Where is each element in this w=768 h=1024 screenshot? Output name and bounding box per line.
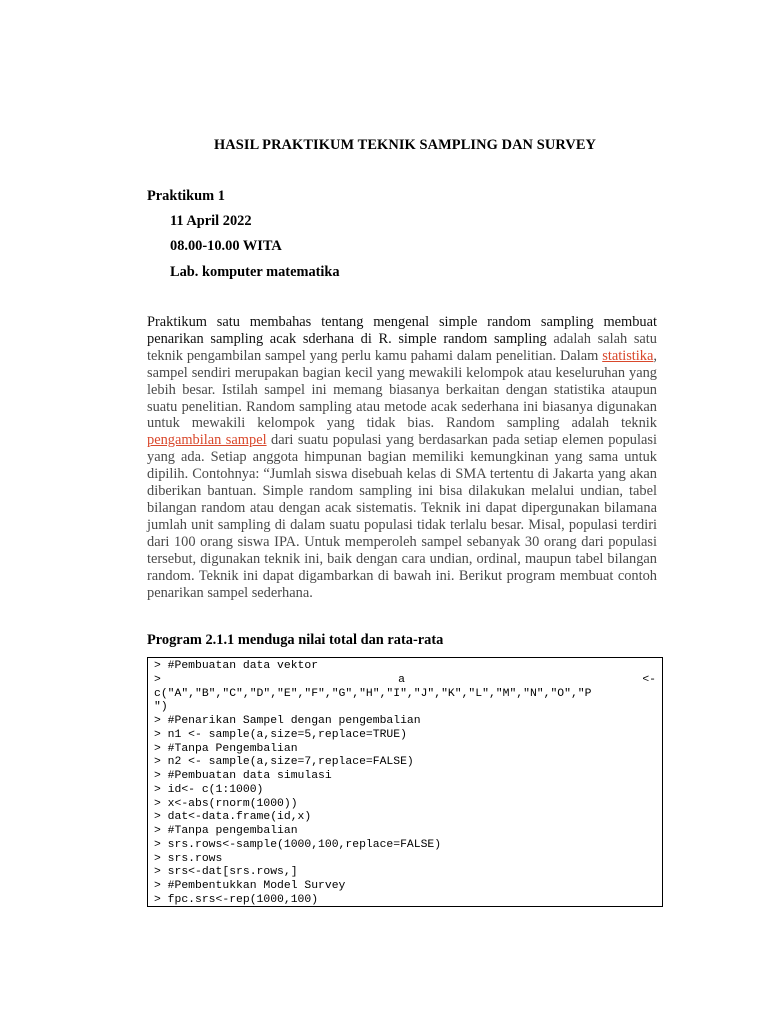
code-line: > #Pembentukkan Model Survey: [154, 880, 346, 892]
code-line: > #Penarikan Sampel dengan pengembalian: [154, 715, 421, 727]
paragraph-sample-description: , sampel sendiri merupakan bagian kecil yang mewakili kelompok atau keseluruhan yang lebih besar. Istilah sampel ini memang biasanya berkaitan dengan statistika ataupun suatu penelitian. Random sampling atau metode acak sederhana ini biasanya digunakan untuk mewakili kelompok yang tidak bias. Random sampling adalah teknik: [147, 347, 657, 432]
document-title: HASIL PRAKTIKUM TEKNIK SAMPLING DAN SURVEY: [213, 137, 597, 153]
code-variable: a: [398, 673, 405, 686]
code-line: > srs.rows: [154, 852, 223, 865]
code-line: > dat<-data.frame(id,x): [154, 811, 312, 824]
code-line: > n1 <- sample(a,size=5,replace=TRUE): [154, 728, 407, 741]
code-line: "): [154, 701, 168, 714]
code-line: > n2 <- sample(a,size=7,replace=FALSE): [154, 756, 414, 769]
code-line: > #Tanpa Pengembalian: [154, 742, 298, 755]
body-paragraph: [147, 314, 657, 601]
paragraph-intro: Praktikum satu membahas tentang mengenal simple random sampling membuat penarikan sampling acak sderhana di R. simple random sampling: [147, 314, 657, 347]
praktikum-label: Praktikum 1: [147, 188, 225, 204]
code-line: > srs<-dat[srs.rows,]: [154, 866, 298, 879]
code-line: > fpc.srs<-rep(1000,100): [154, 893, 319, 906]
praktikum-time: 08.00-10.00 WITA: [170, 238, 282, 254]
code-line: > #Pembuatan data simulasi: [154, 770, 332, 782]
code-line: > x<-abs(rnorm(1000)): [154, 797, 298, 810]
code-block: [147, 657, 663, 907]
code-line: > id<- c(1:1000): [154, 783, 264, 796]
praktikum-location: Lab. komputer matematika: [170, 264, 340, 280]
link-statistika[interactable]: statistika: [602, 347, 654, 364]
code-prompt: >: [154, 673, 161, 686]
program-heading: Program 2.1.1 menduga nilai total dan rata-rata: [147, 632, 444, 648]
paragraph-example: dari suatu populasi yang berdasarkan pada setiap elemen populasi yang ada. Setiap anggota himpunan bagian memiliki kemungkinan yang sama untuk dipilih. Contohnya: “Jumlah siswa disebuah kelas di SMA tertentu di Jakarta yang akan diberikan bantuan. Simple random sampling ini bisa dilakukan melalui undian, tabel bilangan random atau dengan acak sistematis. Teknik ini dapat dipergunakan bilamana jumlah unit sampling di dalam suatu populasi tidak terlalu besar. Misal, populasi terdiri dari 100 orang siswa IPA. Untuk memperoleh sampel sebanyak 30 orang dari populasi tersebut, digunakan teknik ini, baik dengan cara undian, ordinal, maupun tabel bilangan random. Teknik ini dapat digambarkan di bawah ini. Berikut program membuat contoh penarikan sampel sederhana.: [147, 432, 657, 601]
code-line: c("A","B","C","D","E","F","G","H","I","J","K","L","M","N","O","P: [154, 687, 592, 700]
code-line: > srs.rows<-sample(1000,100,replace=FALSE): [154, 838, 442, 851]
code-line: > #Tanpa pengembalian: [154, 825, 298, 837]
code-line: > #Pembuatan data vektor: [154, 660, 319, 672]
paragraph-definition: adalah salah satu teknik pengambilan sampel yang perlu kamu pahami dalam penelitian. Dalam: [147, 330, 658, 364]
link-pengambilan-sampel[interactable]: pengambilan sampel: [147, 432, 267, 449]
code-line: [154, 674, 656, 688]
praktikum-date: 11 April 2022: [170, 213, 252, 229]
code-assign-operator: <-: [642, 673, 656, 686]
